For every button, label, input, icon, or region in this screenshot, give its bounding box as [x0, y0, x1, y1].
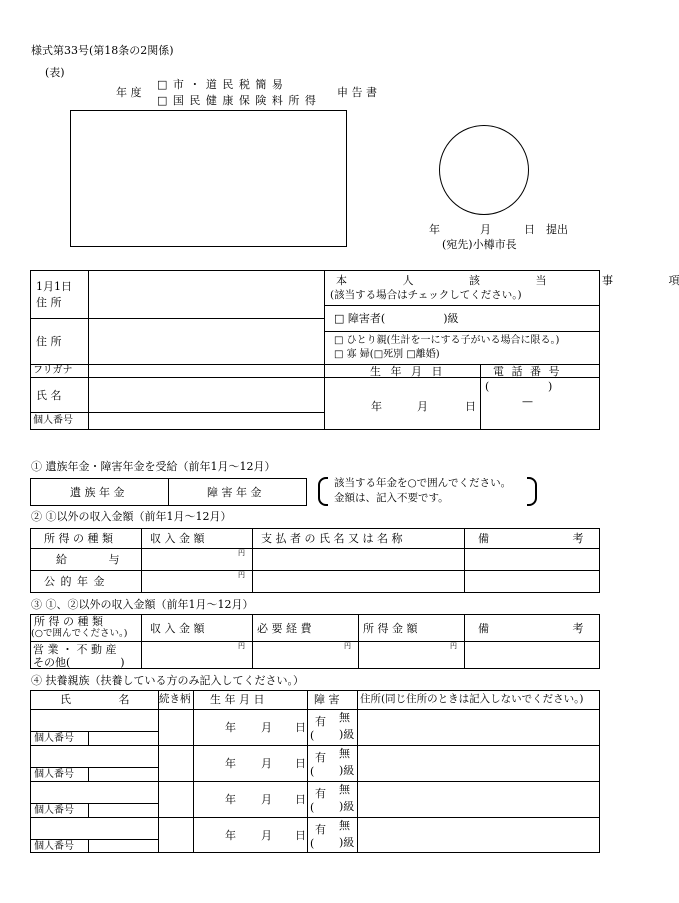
- furigana-label: フリガナ: [33, 365, 73, 376]
- s3-header-type: 所 得 の 種 類: [34, 615, 103, 628]
- phone-paren-close: ): [548, 380, 553, 393]
- dep4-mu[interactable]: 無: [339, 819, 350, 832]
- s2-yen-1: 円: [238, 549, 245, 557]
- dep1-birth-day: 日: [295, 721, 306, 734]
- dep4-birth-month: 月: [261, 829, 272, 842]
- s4-header-name: 氏 名: [60, 693, 130, 706]
- phone-dash: —: [522, 395, 533, 408]
- s2-header-remarks: 備 考: [478, 532, 584, 545]
- s3-yen-1: 円: [238, 642, 245, 650]
- title-line-2[interactable]: □ 国 民 健 康 保 険 料 所 得: [157, 94, 317, 107]
- s3-yen-2: 円: [344, 642, 351, 650]
- section4-title: ④ 扶養親族（扶養している方のみ記入してください。）: [31, 674, 304, 687]
- dep1-paren: (: [310, 729, 315, 742]
- dep2-birth-year: 年: [225, 757, 236, 770]
- section1-note-2: 金額は、記入不要です。: [334, 492, 449, 504]
- dep3-kyu: )級: [339, 800, 355, 813]
- dep2-my-number: 個人番号: [34, 769, 74, 780]
- name-label: 氏 名: [36, 389, 62, 402]
- dep1-birth-year: 年: [225, 721, 236, 734]
- applicable-title: 本 人 該 当 事 項: [336, 274, 679, 287]
- bracket-right: [527, 477, 537, 506]
- nendo-label: 年 度: [116, 86, 142, 99]
- birth-month: 月: [417, 400, 428, 413]
- s3-header-remarks: 備 考: [478, 622, 584, 635]
- phone-header: 電 話 番 号: [493, 365, 560, 378]
- dep2-kyu: )級: [339, 764, 355, 777]
- single-parent-checkbox[interactable]: □ ひとり親(生計を一にする子がいる場合に限る。): [334, 335, 560, 346]
- submit-suffix: 提出: [546, 223, 568, 236]
- dep4-paren: (: [310, 837, 315, 850]
- submit-day-label: 日: [524, 223, 535, 236]
- s3-header-profit: 所 得 金 額: [363, 622, 418, 635]
- dep1-mu[interactable]: 無: [339, 711, 350, 724]
- birth-header: 生 年 月 日: [370, 365, 443, 378]
- s4-header-disability: 障 害: [314, 693, 340, 706]
- s2-header-type: 所 得 の 種 類: [44, 532, 113, 545]
- dep3-birth-year: 年: [225, 793, 236, 806]
- jan1-label: 1月1日: [36, 280, 72, 293]
- dep2-paren: (: [310, 765, 315, 778]
- shinkokusho-label: 申 告 書: [337, 86, 377, 99]
- applicable-note: (該当する場合はチェックしてください。): [330, 289, 522, 301]
- submit-year-label: 年: [429, 223, 440, 236]
- section1-note-1: 該当する年金を○で囲んでください。: [334, 477, 512, 489]
- s4-header-address: 住所(同じ住所のときは記入しないでください。): [360, 693, 584, 705]
- disabled-checkbox[interactable]: □ 障害者( )級: [334, 312, 459, 325]
- dep4-birth-day: 日: [295, 829, 306, 842]
- bracket-left: [318, 477, 328, 506]
- s4-header-relation: 続き柄: [159, 693, 191, 705]
- section3-title: ③ ①、②以外の収入金額（前年1月～12月）: [31, 598, 254, 611]
- s2-row-salary: 給 与: [56, 553, 120, 566]
- submit-month-label: 月: [480, 223, 491, 236]
- s2-header-income: 収 入 金 額: [150, 532, 205, 545]
- dep1-birth-month: 月: [261, 721, 272, 734]
- s2-yen-2: 円: [238, 571, 245, 579]
- dep4-my-number: 個人番号: [34, 841, 74, 852]
- section2-title: ② ①以外の収入金額（前年1月～12月）: [31, 510, 232, 523]
- dep4-kyu: )級: [339, 836, 355, 849]
- s3-row-other[interactable]: その他( ): [33, 656, 125, 669]
- birth-year: 年: [371, 400, 382, 413]
- phone-paren-open: (: [485, 380, 490, 393]
- dep3-mu[interactable]: 無: [339, 783, 350, 796]
- dep2-mu[interactable]: 無: [339, 747, 350, 760]
- dep2-ari[interactable]: 有: [315, 751, 326, 764]
- dep3-my-number: 個人番号: [34, 805, 74, 816]
- dep4-ari[interactable]: 有: [315, 823, 326, 836]
- dep2-birth-day: 日: [295, 757, 306, 770]
- jan1-address-label: 住 所: [36, 296, 62, 309]
- dep1-my-number: 個人番号: [34, 733, 74, 744]
- s4-header-birth: 生 年 月 日: [210, 693, 265, 706]
- s2-row-pension: 公 的 年 金: [44, 575, 105, 588]
- address-window-box: [70, 110, 347, 247]
- form-number: 様式第33号(第18条の2関係): [31, 44, 174, 57]
- title-line-1[interactable]: □ 市 ・ 道 民 税 簡 易: [157, 78, 284, 91]
- seal-circle: [439, 125, 529, 215]
- izoku-nenkin[interactable]: 遺 族 年 金: [70, 486, 125, 499]
- s3-header-income: 収 入 金 額: [150, 622, 205, 635]
- dep2-birth-month: 月: [261, 757, 272, 770]
- my-number-label: 個人番号: [33, 415, 73, 426]
- birth-day: 日: [465, 400, 476, 413]
- s3-header-type-note: (○で囲んでください。): [31, 628, 128, 639]
- s3-row-business[interactable]: 営 業 ・ 不 動 産: [33, 643, 117, 656]
- dep3-birth-month: 月: [261, 793, 272, 806]
- widow-checkbox[interactable]: □ 寡 婦(□死別 □離婚): [334, 349, 440, 360]
- dep3-ari[interactable]: 有: [315, 787, 326, 800]
- dep1-kyu: )級: [339, 728, 355, 741]
- dep3-birth-day: 日: [295, 793, 306, 806]
- dep1-ari[interactable]: 有: [315, 715, 326, 728]
- dep4-birth-year: 年: [225, 829, 236, 842]
- shogai-nenkin[interactable]: 障 害 年 金: [207, 486, 262, 499]
- s3-yen-3: 円: [450, 642, 457, 650]
- s2-header-payer: 支 払 者 の 氏 名 又 は 名 称: [261, 532, 403, 545]
- dep3-paren: (: [310, 801, 315, 814]
- form-side: (表): [45, 66, 65, 79]
- address-label: 住 所: [36, 335, 62, 348]
- recipient: (宛先)小樽市長: [442, 238, 517, 251]
- s3-header-expense: 必 要 経 費: [257, 622, 312, 635]
- section1-title: ① 遺族年金・障害年金を受給（前年1月～12月）: [31, 460, 276, 473]
